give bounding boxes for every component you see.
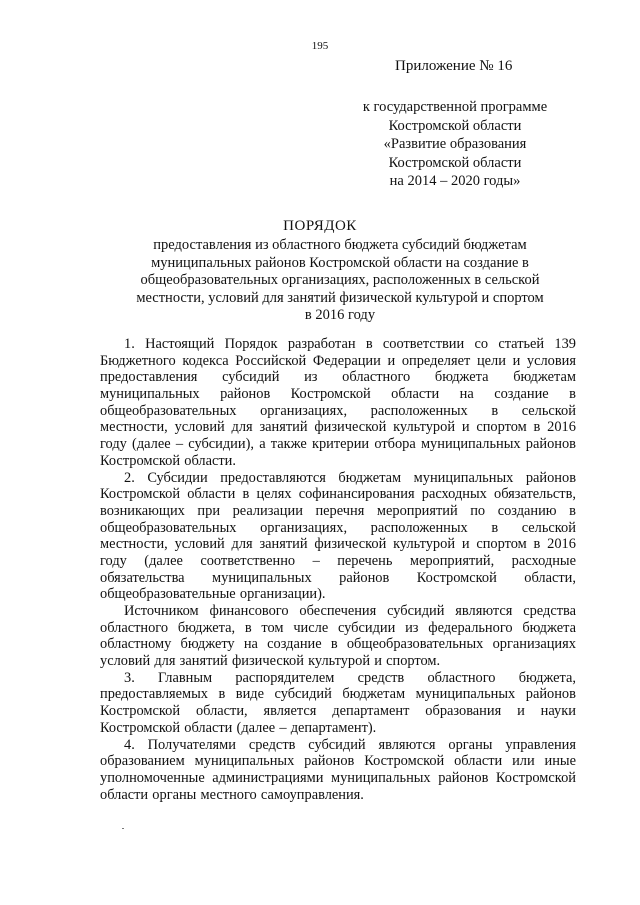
annex-ref-line: «Развитие образования: [383, 136, 527, 152]
body-line: [100, 419, 576, 436]
body-word: субсидий: [387, 603, 445, 619]
body-word: Порядок: [224, 336, 278, 352]
body-word: области: [391, 386, 440, 403]
body-word: реализации: [232, 502, 303, 519]
body-word: спортом: [476, 536, 527, 553]
body-word: создание: [267, 636, 322, 653]
body-word: со: [474, 336, 489, 352]
body-word: бюджету: [180, 636, 235, 653]
body-word: областного: [427, 669, 496, 686]
body-word: Субсидии: [147, 469, 208, 486]
body-word: областному: [100, 636, 172, 653]
body-word: софинансирования: [298, 486, 415, 503]
body-word: области: [187, 486, 236, 503]
body-word: предоставляются: [220, 469, 326, 486]
body-word: году: [100, 552, 127, 569]
body-word: уполномоченные: [100, 769, 205, 786]
body-word: департамент).: [290, 719, 377, 736]
body-word: в: [569, 386, 576, 403]
annex-ref-line: Костромской области: [388, 117, 522, 134]
body-word: субсидий: [308, 736, 366, 753]
body-word: районов: [525, 686, 576, 703]
body-word: муниципальных: [413, 469, 514, 486]
body-word: культурой: [308, 653, 371, 670]
body-word: на: [459, 386, 474, 403]
body-word: организациях,: [260, 519, 348, 536]
body-word: Костромской: [100, 703, 181, 720]
body-word: муниципальных: [194, 753, 295, 770]
body-word: федерального: [428, 619, 513, 636]
body-word: организациях,: [260, 402, 348, 419]
body-word: области.: [184, 452, 236, 469]
body-word: общеобразовательных: [100, 402, 237, 419]
body-word: управления: [505, 736, 576, 753]
body-word: и: [512, 352, 521, 369]
body-word: физической: [314, 419, 387, 436]
body-word: –: [279, 719, 287, 736]
body-word: также: [270, 436, 307, 453]
body-word: (далее: [144, 552, 183, 569]
body-word: занятий: [179, 653, 228, 670]
body-word: и: [461, 536, 470, 553]
body-word: 139: [554, 336, 576, 352]
body-word: Костромской: [100, 719, 181, 736]
body-word: муниципальных: [415, 686, 516, 703]
scan-mark: [122, 828, 124, 829]
body-word: Костромской: [100, 486, 181, 503]
body-line: [100, 770, 576, 787]
body-word: занятий: [259, 419, 308, 436]
body-word: спортом.: [386, 653, 441, 670]
body-word: обязательства: [100, 569, 185, 586]
body-word: субсидий: [222, 369, 280, 386]
body-word: и: [387, 352, 396, 369]
body-word: соответственно: [200, 552, 296, 569]
body-word: статьей: [498, 336, 545, 352]
body-word: бюджета: [434, 369, 489, 386]
body-word: по: [470, 502, 486, 519]
body-word: 4.: [124, 736, 135, 753]
subheading-line: предоставления из областного бюджета субсидий бюджетам: [153, 237, 527, 253]
body-word: организациях: [492, 636, 576, 653]
subheading-line: муниципальных районов Костромской области на создание в: [151, 254, 529, 271]
body-word: районов: [525, 436, 576, 453]
body-word: Костромской: [495, 769, 576, 786]
body-word: средств: [357, 669, 405, 686]
body-word: числе: [293, 619, 329, 636]
body-word: в: [244, 619, 252, 636]
body-word: 3.: [124, 669, 135, 686]
body-word: физической: [231, 653, 304, 670]
body-word: предоставляемых: [100, 686, 208, 703]
body-word: в: [491, 519, 499, 536]
body-word: является: [263, 703, 317, 720]
body-word: в: [330, 636, 338, 653]
body-line: [100, 386, 576, 403]
body-word: области,: [195, 703, 248, 720]
body-word: 2016: [547, 419, 576, 436]
body-word: Бюджетного: [100, 352, 176, 369]
annex-title: Приложение № 16: [395, 58, 513, 74]
annex-reference: [330, 98, 580, 191]
body-word: в: [533, 536, 541, 553]
body-word: в: [533, 419, 541, 436]
body-word: распорядителем: [235, 669, 335, 686]
body-word: 2.: [124, 469, 135, 486]
body-word: средств: [248, 736, 296, 753]
body-word: для: [231, 419, 253, 436]
body-word: области: [454, 753, 503, 770]
body-word: областного: [100, 619, 169, 636]
body-line: [100, 403, 576, 420]
body-word: созданию: [497, 502, 557, 519]
body-word: бюджетам: [342, 686, 406, 703]
body-word: муниципальных: [331, 769, 431, 786]
body-word: или: [512, 753, 535, 770]
body-word: бюджета,: [518, 669, 576, 686]
page-number: 195: [311, 40, 329, 52]
body-word: районов: [525, 469, 576, 486]
body-word: мероприятий: [376, 502, 458, 519]
body-line: [100, 670, 576, 687]
body-word: районов: [339, 569, 390, 586]
body-line: [100, 603, 576, 620]
body-word: бюджетам: [338, 469, 402, 486]
document-subheading: [120, 237, 560, 325]
body-line: [100, 436, 576, 453]
body-word: 1.: [124, 336, 135, 352]
body-word: общеобразовательных: [100, 519, 237, 536]
body-word: виде: [235, 686, 264, 703]
body-word: образованием: [100, 753, 185, 770]
body-word: (далее: [236, 719, 276, 736]
document-body: [100, 336, 576, 803]
body-word: из: [304, 369, 318, 386]
body-line: [100, 753, 576, 770]
body-word: районов: [438, 769, 489, 786]
body-word: 2016: [547, 536, 576, 553]
body-word: (далее: [132, 436, 171, 453]
body-word: разработан: [287, 336, 356, 352]
body-word: обязательств,: [494, 486, 576, 503]
body-word: органы: [152, 786, 197, 803]
body-word: субсидии),: [188, 436, 254, 453]
body-word: организации).: [239, 586, 326, 603]
body-word: Костромской: [364, 753, 445, 770]
body-word: бюджета,: [177, 619, 236, 636]
body-word: образования: [425, 703, 502, 720]
annex-ref-line: на 2014 – 2020 годы»: [389, 173, 521, 189]
body-word: в: [218, 686, 226, 703]
body-word: цели: [476, 352, 506, 369]
body-word: бюджета: [522, 619, 576, 636]
body-word: субсидии: [337, 619, 396, 636]
body-word: субсидий: [274, 686, 332, 703]
body-word: занятий: [259, 536, 308, 553]
body-word: расположенных: [370, 519, 468, 536]
body-word: для: [231, 536, 253, 553]
body-word: культурой: [393, 536, 456, 553]
body-word: и: [374, 653, 382, 670]
body-line: [100, 787, 576, 804]
body-word: расходные: [511, 552, 576, 569]
body-word: спортом: [476, 419, 527, 436]
body-line: [100, 570, 576, 587]
body-word: культурой: [393, 419, 456, 436]
body-word: Источником: [124, 603, 199, 619]
body-word: местного: [200, 786, 257, 803]
body-word: Главным: [158, 669, 213, 686]
body-word: для: [154, 653, 176, 670]
body-line: [100, 653, 576, 670]
body-word: области,: [524, 569, 576, 586]
body-word: обеспечения: [299, 603, 377, 619]
body-word: Костромской: [100, 452, 181, 469]
body-word: перечень: [337, 552, 393, 569]
body-word: Федерации: [312, 352, 381, 369]
body-word: области: [100, 786, 149, 803]
body-word: области: [184, 719, 233, 736]
body-word: –: [312, 552, 320, 569]
body-word: муниципальных: [420, 436, 521, 453]
body-word: мероприятий,: [409, 552, 495, 569]
body-word: самоуправления.: [260, 786, 364, 803]
body-word: областного: [342, 369, 411, 386]
body-word: том: [261, 619, 284, 636]
body-word: на: [243, 636, 258, 653]
body-line: [100, 470, 576, 487]
body-word: перечня: [315, 502, 365, 519]
body-word: средства: [523, 603, 576, 619]
body-word: районов: [220, 386, 271, 403]
body-word: в: [365, 336, 373, 352]
body-word: из: [405, 619, 419, 636]
body-word: при: [197, 502, 221, 519]
body-word: являются: [455, 603, 513, 619]
body-word: в: [491, 402, 499, 419]
body-line: [100, 586, 576, 603]
body-line: [100, 486, 576, 503]
body-word: отбора: [374, 436, 416, 453]
body-word: науки: [540, 703, 576, 720]
body-word: определяет: [401, 352, 471, 369]
body-word: условий: [174, 536, 225, 553]
body-word: условий: [100, 653, 151, 670]
body-line: [100, 553, 576, 570]
body-word: администрациями: [212, 769, 324, 786]
body-word: предоставления: [100, 369, 198, 386]
body-line: [100, 369, 576, 386]
body-line: [100, 703, 576, 720]
body-word: общеобразовательные: [100, 586, 236, 603]
body-word: местности,: [100, 536, 168, 553]
body-word: Российской: [235, 352, 307, 369]
body-line: [100, 720, 576, 737]
body-word: условия: [526, 352, 576, 369]
body-word: в: [569, 502, 576, 519]
body-word: условий: [174, 419, 225, 436]
body-word: а: [259, 436, 266, 453]
body-word: муниципальных: [212, 569, 312, 586]
annex-ref-line: Костромской области: [388, 154, 522, 171]
subheading-line: в 2016 году: [304, 307, 376, 323]
body-word: возникающих: [100, 502, 185, 519]
subheading-line: местности, условий для занятий физической культурой и спортом: [136, 289, 544, 306]
body-word: –: [175, 436, 184, 453]
body-word: муниципальных: [100, 386, 200, 403]
body-word: расположенных: [370, 402, 468, 419]
body-word: соответствии: [382, 336, 465, 352]
body-word: органы: [448, 736, 493, 753]
body-line: [100, 536, 576, 553]
body-line: [100, 503, 576, 520]
body-word: сельской: [521, 402, 576, 419]
body-line: [100, 620, 576, 637]
body-word: местности,: [100, 419, 168, 436]
body-word: районов: [304, 753, 355, 770]
body-line: [100, 686, 576, 703]
body-word: Костромской: [290, 386, 371, 403]
body-line: [100, 353, 576, 370]
body-word: сельской: [521, 519, 576, 536]
body-word: целях: [256, 486, 292, 503]
body-word: финансового: [209, 603, 289, 619]
body-word: физической: [314, 536, 387, 553]
body-line: [100, 453, 576, 470]
body-word: бюджетам: [513, 369, 576, 386]
body-line: [100, 636, 576, 653]
body-line: [100, 520, 576, 537]
body-word: и: [461, 419, 470, 436]
body-word: расходных: [421, 486, 487, 503]
body-word: и: [517, 703, 525, 720]
body-word: Костромской: [416, 569, 497, 586]
body-line: [100, 336, 576, 353]
body-word: иные: [544, 753, 576, 770]
body-word: департамент: [332, 703, 410, 720]
body-word: кодекса: [182, 352, 229, 369]
body-word: являются: [378, 736, 436, 753]
body-word: Настоящий: [145, 336, 215, 352]
body-line: [100, 737, 576, 754]
subheading-line: общеобразовательных организациях, расположенных в сельской: [140, 272, 540, 288]
body-word: году: [100, 436, 127, 453]
document-heading: ПОРЯДОК: [283, 218, 357, 234]
body-word: создание: [494, 386, 549, 403]
body-word: общеобразовательных: [346, 636, 484, 653]
body-word: в: [242, 486, 250, 503]
body-word: критерии: [311, 436, 370, 453]
body-word: Получателями: [147, 736, 236, 753]
annex-ref-line: к государственной программе: [362, 99, 548, 115]
